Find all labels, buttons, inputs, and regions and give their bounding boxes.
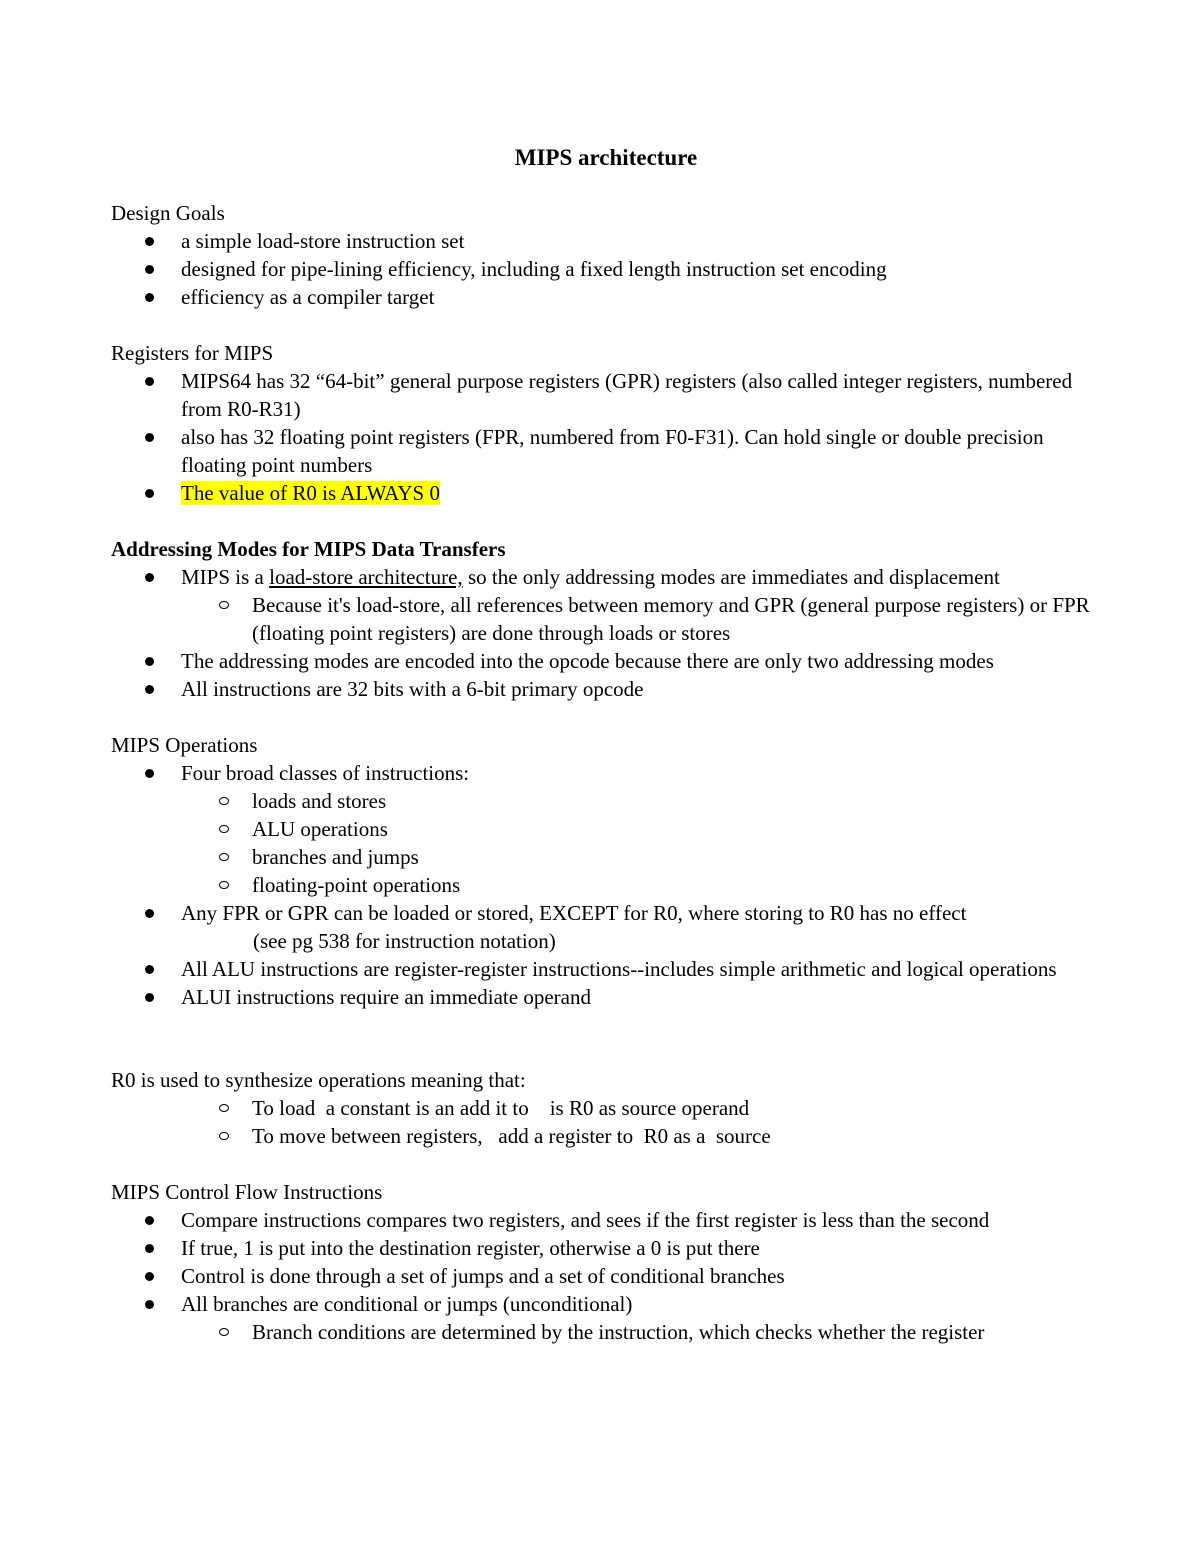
- page-title: MIPS architecture: [514, 145, 698, 170]
- sub-list-item: branches and jumps: [111, 843, 1101, 871]
- list-item: efficiency as a compiler target: [111, 283, 1101, 311]
- list-item: [111, 899, 1101, 955]
- control-heading: MIPS Control Flow Instructions: [111, 1180, 383, 1204]
- list-item: The addressing modes are encoded into the opcode because there are only two addressing modes: [111, 647, 1101, 675]
- highlighted-text: The value of R0 is ALWAYS 0: [181, 481, 440, 505]
- continuation-text: (see pg 538 for instruction notation): [253, 929, 556, 953]
- addressing-list: [111, 563, 1101, 703]
- registers-list: [111, 367, 1101, 507]
- list-item: If true, 1 is put into the destination register, otherwise a 0 is put there: [111, 1234, 1101, 1262]
- sub-list-item: To move between registers, add a register to R0 as a source: [111, 1122, 1101, 1150]
- design-goals-heading: Design Goals: [111, 201, 225, 225]
- design-goals-list: [111, 227, 1101, 311]
- list-item: Compare instructions compares two registers, and sees if the first register is less than the second: [111, 1206, 1101, 1234]
- r0-list: [111, 1094, 1101, 1150]
- operations-heading: MIPS Operations: [111, 733, 258, 757]
- list-item: All instructions are 32 bits with a 6-bit primary opcode: [111, 675, 1101, 703]
- text: so the only addressing modes are immediates and displacement: [462, 565, 1000, 589]
- list-item: Control is done through a set of jumps and a set of conditional branches: [111, 1262, 1101, 1290]
- sub-list-item: loads and stores: [111, 787, 1101, 815]
- list-item: ALUI instructions require an immediate operand: [111, 983, 1101, 1011]
- sub-list-item: Because it's load-store, all references between memory and GPR (general purpose registers) or FPR (floating point registers) are done through loads or stores: [111, 591, 1101, 647]
- list-item: All ALU instructions are register-register instructions--includes simple arithmetic and logical operations: [111, 955, 1101, 983]
- control-list: [111, 1206, 1101, 1346]
- list-item: MIPS64 has 32 “64-bit” general purpose registers (GPR) registers (also called integer registers, numbered from R0-R31): [111, 367, 1101, 423]
- text: Any FPR or GPR can be loaded or stored, EXCEPT for R0, where storing to R0 has no effect: [181, 901, 967, 925]
- sub-list-item: floating-point operations: [111, 871, 1101, 899]
- registers-heading: Registers for MIPS: [111, 341, 274, 365]
- list-item: designed for pipe-lining efficiency, including a fixed length instruction set encoding: [111, 255, 1101, 283]
- list-item: Four broad classes of instructions:: [111, 759, 1101, 787]
- sub-list-item: To load a constant is an add it to is R0 as source operand: [111, 1094, 1101, 1122]
- sub-list-item: ALU operations: [111, 815, 1101, 843]
- list-item: a simple load-store instruction set: [111, 227, 1101, 255]
- document-page: [111, 144, 1101, 1346]
- r0-heading: R0 is used to synthesize operations meaning that:: [111, 1068, 526, 1092]
- list-item: All branches are conditional or jumps (unconditional): [111, 1290, 1101, 1318]
- list-item: [111, 479, 1101, 507]
- operations-list: [111, 759, 1101, 1011]
- load-store-link[interactable]: load-store architecture,: [269, 565, 463, 589]
- list-item: also has 32 floating point registers (FPR, numbered from F0-F31). Can hold single or double precision floating point numbers: [111, 423, 1101, 479]
- sub-list-item: Branch conditions are determined by the instruction, which checks whether the register: [111, 1318, 1101, 1346]
- addressing-heading: Addressing Modes for MIPS Data Transfers: [111, 537, 506, 561]
- list-item: [111, 563, 1101, 591]
- text: MIPS is a: [181, 565, 270, 589]
